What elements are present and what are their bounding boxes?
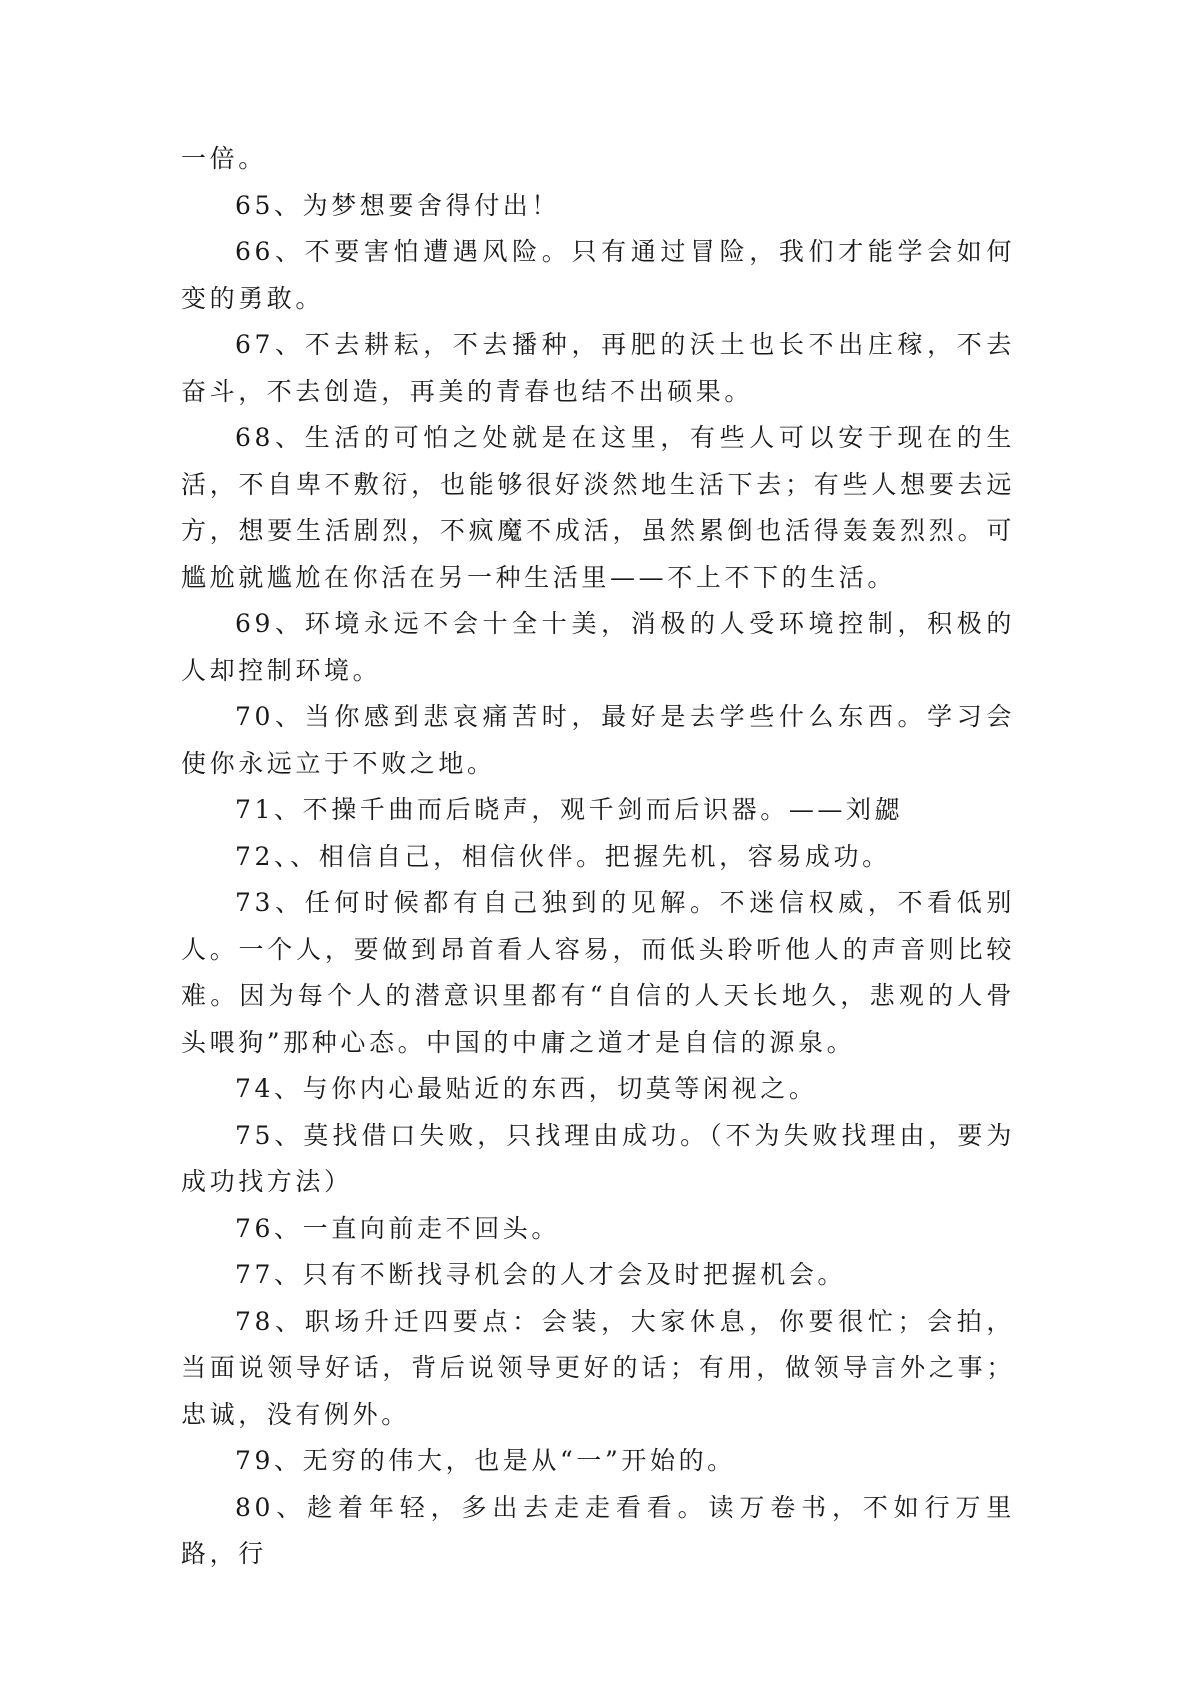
paragraph-74: 74、与你内心最贴近的东西，切莫等闲视之。: [235, 1074, 818, 1103]
paragraph-67: 67、不去耕耘，不去播种，再肥的沃土也长不出庄稼，不去奋斗，不去创造，再美的青春也结不出硕果。: [181, 330, 1015, 406]
paragraph-78: 78、职场升迁四要点：会装，大家休息，你要很忙；会拍，当面说领导好话，背后说领导更好的话；有用，做领导言外之事；忠诚，没有例外。: [181, 1306, 1015, 1429]
paragraph-71: 71、不操千曲而后晓声，观千剑而后识器。——刘勰: [235, 795, 904, 824]
paragraph-69: 69、环境永远不会十全十美，消极的人受环境控制，积极的人却控制环境。: [181, 609, 1015, 685]
paragraph-76: 76、一直向前走不回头。: [235, 1213, 561, 1243]
paragraph-73: 73、任何时候都有自己独到的见解。不迷信权威，不看低别人。一个人，要做到昂首看人容易，而低头聆听他人的声音则比较难。因为每个人的潜意识里都有“自信的人天长地久，悲观的人骨头喂狗”那种心态。中国的中庸之道才是自信的源泉。: [181, 888, 1015, 1057]
paragraph-77: 77、只有不断找寻机会的人才会及时把握机会。: [235, 1260, 847, 1289]
paragraph-66: 66、不要害怕遭遇风险。只有通过冒险，我们才能学会如何变的勇敢。: [181, 237, 1015, 313]
paragraph-continuation: 一倍。: [181, 144, 267, 173]
paragraph-68: 68、生活的可怕之处就是在这里，有些人可以安于现在的生活，不自卑不敷衍，也能够很好淡然地生活下去；有些人想要去远方，想要生活剧烈，不疯魔不成活，虽然累倒也活得轰轰烈烈。可尴尬就尴尬在你活在另一种生活里——不上不下的生活。: [181, 423, 1015, 592]
document-body: [181, 136, 1015, 1578]
paragraph-75: 75、莫找借口失败，只找理由成功。（不为失败找理由，要为成功找方法）: [181, 1120, 1015, 1196]
paragraph-65: 65、为梦想要舍得付出！: [235, 190, 561, 220]
paragraph-80: 80、趁着年轻，多出去走走看看。读万卷书，不如行万里路，行: [181, 1492, 1015, 1568]
paragraph-70: 70、当你感到悲哀痛苦时，最好是去学些什么东西。学习会使你永远立于不败之地。: [181, 702, 1015, 778]
paragraph-79: 79、无穷的伟大，也是从“一”开始的。: [235, 1446, 736, 1475]
paragraph-72: 72、、相信自己，相信伙伴。把握先机，容易成功。: [235, 841, 891, 871]
